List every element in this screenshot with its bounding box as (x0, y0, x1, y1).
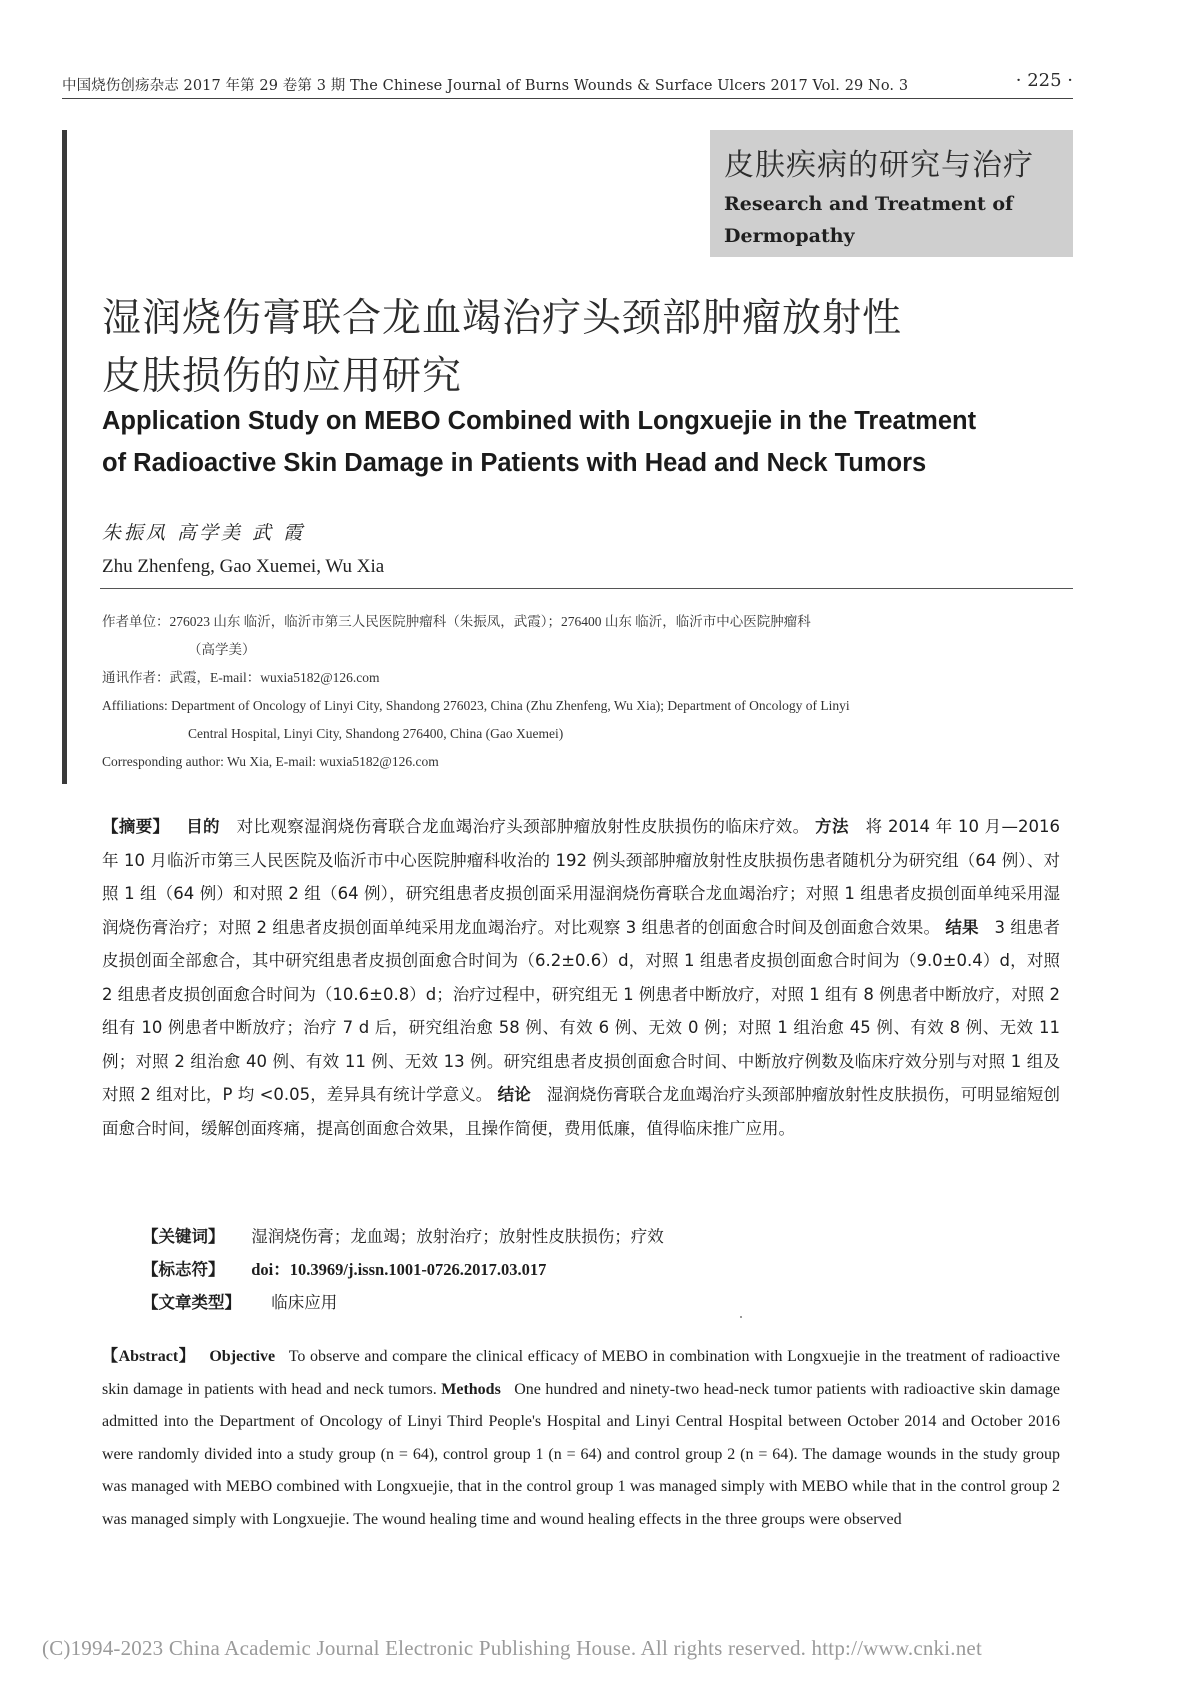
methods-label-en: Methods (441, 1380, 501, 1398)
affiliation-en-line-1: Affiliations: Department of Oncology of Linyi City, Shandong 276023, China (Zhu Zhenfeng, Wu Xia); Department of Oncology of Linyi (102, 698, 850, 713)
copyright-footer: (C)1994-2023 China Academic Journal Electronic Publishing House. All rights reserved. http://www.cnki.net (42, 1636, 982, 1660)
title-cn-line-2: 皮肤损伤的应用研究 (102, 354, 463, 399)
methods-text-cn: 将 2014 年 10 月—2016 年 10 月临沂市第三人民医院及临沂市中心医院肿瘤科收治的 192 例头颈部肿瘤放射性皮肤损伤患者随机分为研究组（64 例）、对照 1 组（64 例）和对照 2 组（64 例），研究组患者皮损创面采用湿润烧伤膏联合龙血竭治疗；对照 1 组患者皮损创面单纯采用湿润烧伤膏治疗；对照 2 组患者皮损创面单纯采用龙血竭治疗。对比观察 3 组患者的创面愈合时间及创面愈合效果。 (102, 817, 1060, 937)
affiliations-block (102, 608, 1060, 776)
header-rule (62, 98, 1073, 99)
corresponding-author-cn: 通讯作者：武霞，E-mail：wuxia5182@126.com (102, 670, 380, 685)
keywords-label: 【关键词】 (142, 1227, 225, 1246)
section-title-cn: 皮肤疾病的研究与治疗 (724, 148, 1034, 183)
methods-label-cn: 方法 (815, 817, 849, 836)
doi-row (142, 1253, 664, 1286)
title-cn-line-1: 湿润烧伤膏联合龙血竭治疗头颈部肿瘤放射性 (102, 296, 903, 341)
results-text-cn: 3 组患者皮损创面全部愈合，其中研究组患者皮损创面愈合时间为（6.2±0.6）d，对照 1 组患者皮损创面愈合时间为（9.0±0.4）d，对照 2 组患者皮损创面愈合时间为（10.6±0.8）d；治疗过程中，研究组无 1 例患者中断放疗，对照 1 组有 8 例患者中断放疗，对照 2 组有 10 例患者中断放疗；治疗 7 d 后，研究组治愈 58 例、有效 6 例、无效 0 例；对照 1 组治愈 45 例、有效 8 例、无效 11 例；对照 2 组治愈 40 例、有效 11 例、无效 13 例。研究组患者皮损创面愈合时间、中断放疗例数及临床疗效分别与对照 1 组及对照 2 组对比，P 均 <0.05，差异具有统计学意义。 (102, 917, 1060, 1104)
objective-text-cn: 对比观察湿润烧伤膏联合龙血竭治疗头颈部肿瘤放射性皮肤损伤的临床疗效。 (236, 817, 810, 836)
section-title-en: Research and Treatment of Dermopathy (724, 193, 1014, 247)
title-en-line-1: Application Study on MEBO Combined with Longxuejie in the Treatment (102, 407, 977, 435)
authors-en: Zhu Zhenfeng, Gao Xuemei, Wu Xia (102, 556, 385, 577)
abstract-cn (102, 810, 1060, 1145)
authors-cn: 朱振凤 高学美 武 霞 (102, 522, 306, 544)
keywords-block (142, 1220, 664, 1319)
section-banner (710, 130, 1073, 257)
affiliation-en-line-2: Central Hospital, Linyi City, Shandong 276400, China (Gao Xuemei) (188, 726, 564, 741)
speck-mark (740, 1316, 742, 1318)
doi-label: 【标志符】 (142, 1260, 225, 1279)
abstract-en-label: 【Abstract】 (102, 1348, 196, 1365)
article-title-cn (102, 290, 1092, 406)
objective-text-en: To observe and compare the clinical efficacy of MEBO in combination with Longxuejie in the treatment of radioactive skin damage in patients with head and neck tumors. (102, 1348, 1060, 1398)
article-type-label: 【文章类型】 (142, 1293, 241, 1312)
objective-label-en: Objective (209, 1348, 276, 1365)
objective-label-cn: 目的 (186, 817, 220, 836)
article-title-en (102, 400, 1092, 484)
results-label-cn: 结果 (945, 917, 979, 937)
page-number: · 225 · (1015, 70, 1073, 91)
abstract-en (102, 1341, 1060, 1536)
affiliation-cn-line-1: 作者单位：276023 山东 临沂，临沂市第三人民医院肿瘤科（朱振凤，武霞）；276400 山东 临沂，临沂市中心医院肿瘤科 (102, 614, 811, 629)
title-en-line-2: of Radioactive Skin Damage in Patients with Head and Neck Tumors (102, 449, 927, 477)
conclusion-text-cn: 湿润烧伤膏联合龙血竭治疗头颈部肿瘤放射性皮肤损伤，可明显缩短创面愈合时间，缓解创面疼痛，提高创面愈合效果，且操作简便，费用低廉，值得临床推广应用。 (102, 1085, 1060, 1138)
affiliation-cn-line-2: （高学美） (188, 642, 256, 657)
corresponding-author-en: Corresponding author: Wu Xia, E-mail: wuxia5182@126.com (102, 754, 439, 769)
conclusion-label-cn: 结论 (497, 1085, 531, 1104)
keywords-value: 湿润烧伤膏；龙血竭；放射治疗；放射性皮肤损伤；疗效 (251, 1227, 664, 1246)
article-type-value: 临床应用 (271, 1293, 338, 1312)
doi-value: doi：10.3969/j.issn.1001-0726.2017.03.017 (251, 1260, 547, 1279)
article-type-row (142, 1286, 664, 1319)
left-margin-bar (62, 130, 67, 784)
abstract-cn-label: 【摘要】 (102, 817, 170, 836)
methods-text-en: One hundred and ninety-two head-neck tumor patients with radioactive skin damage admitted into the Department of Oncology of Linyi Third People's Hospital and Linyi Central Hospital between October 2014 and October 2016 were randomly divided into a study group (n = 64), control group 1 (n = 64) and control group 2 (n = 64). The damage wounds in the study group was managed with MEBO combined with Longxuejie, that in the control group 1 was managed simply with MEBO while that in the control group 2 was managed simply with Longxuejie. The wound healing time and wound healing effects in the three groups were observed (102, 1380, 1061, 1528)
journal-header: 中国烧伤创疡杂志 2017 年第 29 卷第 3 期 The Chinese Journal of Burns Wounds & Surface Ulcers 2017 Vol. 29 No. 3 (62, 78, 909, 94)
author-rule (100, 588, 1073, 589)
keywords-row (142, 1220, 664, 1253)
